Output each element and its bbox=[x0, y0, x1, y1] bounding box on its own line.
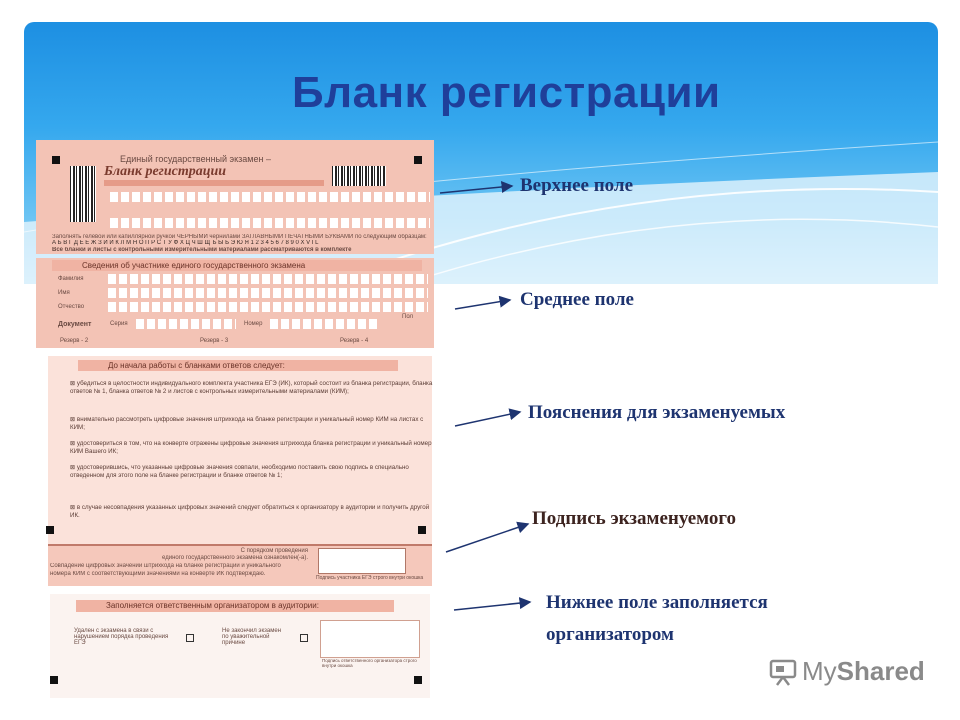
label-middle-field: Среднее поле bbox=[520, 289, 634, 310]
reserve-3: Резерв - 3 bbox=[200, 338, 229, 344]
form-title: Бланк регистрации bbox=[104, 164, 227, 179]
arrow-signature bbox=[446, 524, 528, 552]
myshared-logo bbox=[768, 656, 925, 687]
surname-label: Фамилия bbox=[58, 276, 84, 282]
number-label: Номер bbox=[244, 321, 263, 327]
not-finished-label: Не закончил экзамен по уважительной причине bbox=[222, 628, 282, 646]
label-explanations: Пояснения для экзаменуемых bbox=[528, 402, 786, 423]
presentation-icon bbox=[768, 657, 798, 687]
removed-label: Удален с экзамена в связи с нарушением порядка проведения ЕГЭ bbox=[74, 628, 169, 646]
sex-label: Пол bbox=[402, 314, 414, 320]
arrow-bottom bbox=[454, 602, 530, 610]
agreement-line-2: единого государственного экзамена ознакомлен(-а). bbox=[162, 555, 308, 561]
slide-title: Бланк регистрации bbox=[292, 68, 721, 117]
agreement-line-4: номера КИМ с соответствующими значениями на конверте ИК подтверждаю. bbox=[50, 571, 266, 577]
arrow-middle bbox=[455, 300, 510, 309]
label-top-field: Верхнее поле bbox=[520, 175, 634, 196]
reserve-2: Резерв - 2 bbox=[60, 338, 89, 344]
organizer-header: Заполняется ответственным организатором в аудитории: bbox=[76, 600, 394, 612]
explanation-item: ⊠ внимательно рассмотреть цифровые значения штрихкода на бланке регистрации и уникальный номер КИМ на листах с КИМ; bbox=[70, 416, 424, 431]
agreement-line-3: Совпадение цифровых значений штрихкода на бланке регистрации и уникального bbox=[50, 563, 281, 569]
warning-text: Все бланки и листы с контрольными измерительными материалами рассматриваются в комплекте bbox=[52, 247, 352, 253]
arrow-top bbox=[440, 186, 512, 193]
name-label: Имя bbox=[58, 290, 70, 296]
explanation-item: ⊠ убедиться в целостности индивидуального комплекта участника ЕГЭ (ИК), который состоит из бланка регистрации, бланка ответов № 1, бланка ответов № 2 и листов с контрольных измерительными материалами (КИМ); bbox=[70, 380, 433, 395]
arrow-explanations bbox=[455, 412, 520, 426]
label-signature: Подпись экзаменуемого bbox=[532, 508, 737, 529]
patronymic-label: Отчество bbox=[58, 304, 85, 310]
logo-my: My bbox=[802, 656, 837, 686]
before-header: До начала работы с бланками ответов следует: bbox=[78, 360, 398, 371]
participant-header: Сведения об участнике единого государственного экзамена bbox=[52, 260, 422, 271]
exam-header: Единый государственный экзамен – bbox=[120, 154, 271, 164]
fill-hint: Заполнять гелевой или капиллярной ручкой ЧЕРНЫМИ чернилами ЗАГЛАВНЫМИ ПЕЧАТНЫМИ БУКВАМИ по следующим образцам: bbox=[52, 234, 427, 240]
explanation-item: ⊠ удостовериться в том, что на конверте отражены цифровые значения штрихкода бланка регистрации и уникальный номер КИМ Вашего ИК; bbox=[70, 440, 432, 455]
series-label: Серия bbox=[110, 321, 128, 327]
label-bottom-line1: Нижнее поле заполняется bbox=[546, 592, 768, 613]
reserve-4: Резерв - 4 bbox=[340, 338, 369, 344]
label-bottom-line2: организатором bbox=[546, 624, 674, 645]
explanation-item: ⊠ удостоверившись, что указанные цифровые значения совпали, необходимо поставить свою подпись в специально отведенном для этого поле на бланке регистрации и бланке ответов № 1; bbox=[70, 464, 409, 479]
logo-shared: Shared bbox=[836, 656, 925, 686]
logo-text bbox=[802, 656, 925, 687]
agreement-line-1: С порядком проведения bbox=[240, 548, 308, 554]
explanation-item: ⊠ в случае несовпадения указанных цифровых значений следует обратиться к организатору в аудитории и получить другой ИК. bbox=[70, 504, 430, 519]
alphabet-sample: А Б В Г Д Е Ё Ж З И Й К Л М Н О П Р С Т У Ф Х Ц Ч Ш Щ Ъ Ы Ь Э Ю Я 1 2 3 4 5 6 7 8 9 0 X V I L bbox=[52, 240, 319, 246]
document-label: Документ bbox=[58, 321, 92, 328]
signature-caption: Подпись участника ЕГЭ строго внутри окошка bbox=[316, 575, 424, 581]
organizer-signature-caption: Подпись ответственного организатора строго внутри окошка bbox=[322, 658, 417, 668]
